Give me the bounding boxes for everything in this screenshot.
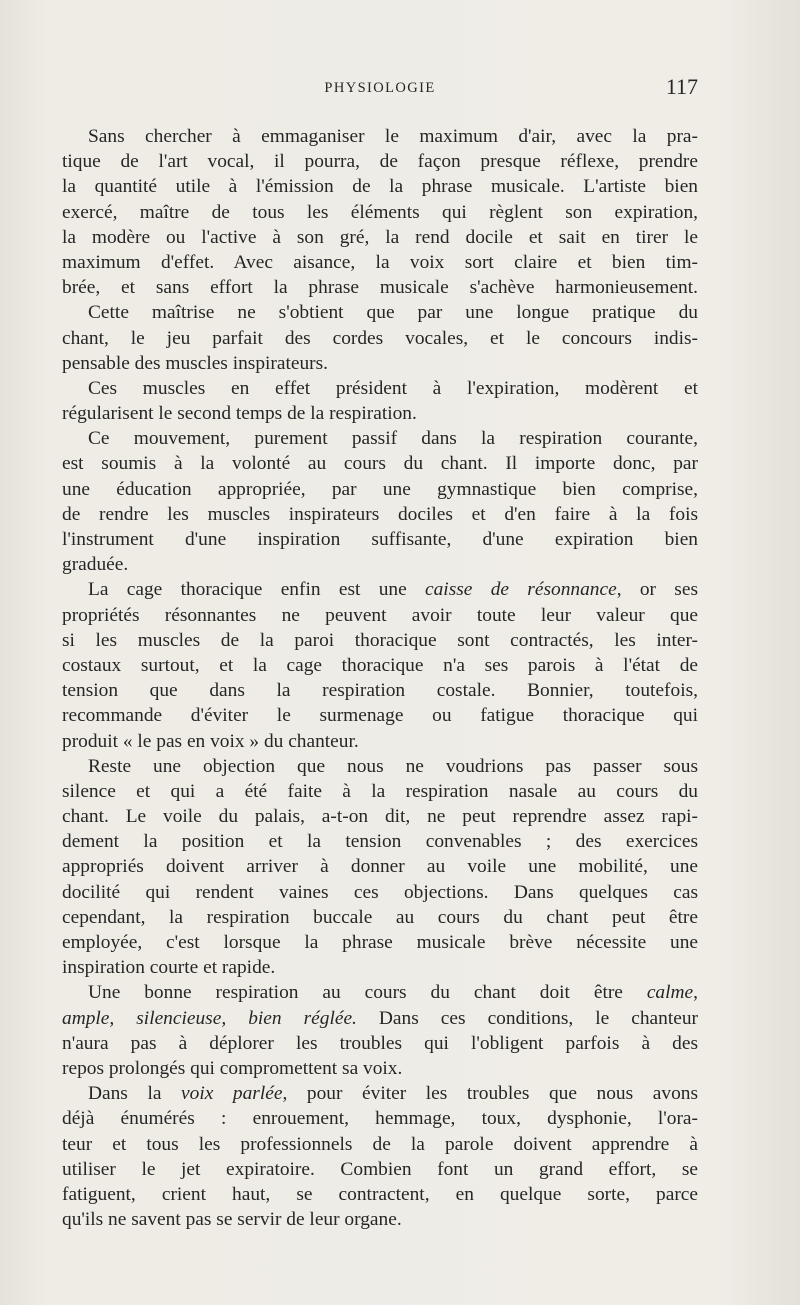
text-line: si les muscles de la paroi thoracique sont contractés, les inter-	[62, 629, 698, 651]
text-line	[62, 577, 698, 602]
text-line: chant, le jeu parfait des cordes vocales, et le concours indis-	[62, 327, 698, 349]
text-line: dement la position et la tension convenables ; des exercices	[62, 831, 698, 853]
text-line	[62, 1006, 698, 1031]
text-line: tension que dans la respiration costale. Bonnier, toutefois,	[62, 680, 698, 702]
paragraph-5	[62, 577, 698, 753]
text-line: brée, et sans effort la phrase musicale s'achève harmonieusement.	[62, 277, 698, 299]
paragraph-2	[62, 300, 698, 376]
running-head	[62, 74, 698, 104]
text-line: Ce mouvement, purement passif dans la respiration courante,	[88, 428, 698, 450]
paragraph-4	[62, 426, 698, 577]
text-line	[62, 980, 698, 1005]
paragraph-3	[62, 376, 698, 426]
text-run: ,	[693, 982, 698, 1004]
text-line: la quantité utile à l'émission de la phrase musicale. L'artiste bien	[62, 176, 698, 198]
paragraph-1	[62, 124, 698, 300]
text-line: graduée.	[62, 554, 129, 576]
paragraph-6	[62, 754, 698, 981]
text-line: la modère ou l'active à son gré, la rend docile et sait en tirer le	[62, 226, 698, 248]
text-line	[62, 1081, 698, 1106]
text-run: Une bonne respiration au cours du chant doit être	[88, 982, 647, 1004]
text-line: chant. Le voile du palais, a-t-on dit, ne peut reprendre assez rapi-	[62, 806, 698, 828]
paragraph-8	[62, 1081, 698, 1232]
text-line: fatiguent, crient haut, se contractent, en quelque sorte, parce	[62, 1183, 698, 1205]
text-line: qu'ils ne savent pas se servir de leur organe.	[62, 1209, 402, 1231]
text-line: Reste une objection que nous ne voudrions pas passer sous	[88, 755, 698, 777]
italic-term: voix parlée	[181, 1083, 283, 1105]
italic-term: ample, silencieuse, bien réglée.	[62, 1007, 357, 1029]
text-line: exercé, maître de tous les éléments qui règlent son expiration,	[62, 201, 698, 223]
text-line: silence et qui a été faite à la respiration nasale au cours du	[62, 780, 698, 802]
text-line: inspiration courte et rapide.	[62, 957, 276, 979]
text-line: l'instrument d'une inspiration suffisante, d'une expiration bien	[62, 529, 698, 550]
text-line: docilité qui rendent vaines ces objections. Dans quelques cas	[62, 881, 698, 903]
text-line: propriétés résonnantes ne peuvent avoir toute leur valeur que	[62, 604, 698, 626]
text-line: cependant, la respiration buccale au cours du chant peut être	[62, 906, 698, 928]
running-title: PHYSIOLOGIE	[324, 80, 436, 96]
text-line: recommande d'éviter le surmenage ou fatigue thoracique qui	[62, 705, 698, 727]
text-line: Ces muscles en effet président à l'expiration, modèrent et	[88, 377, 698, 399]
text-line: n'aura pas à déplorer les troubles qui l'obligent parfois à des	[62, 1032, 698, 1054]
italic-term: caisse de résonnance	[425, 579, 617, 601]
text-line: teur et tous les professionnels de la parole doivent apprendre à	[62, 1133, 698, 1155]
text-line: de rendre les muscles inspirateurs dociles et d'en faire à la fois	[62, 503, 698, 525]
text-line: tique de l'art vocal, il pourra, de façon presque réflexe, prendre	[62, 151, 698, 173]
text-line: déjà énumérés : enrouement, hemmage, toux, dysphonie, l'ora-	[62, 1108, 698, 1130]
text-line: maximum d'effet. Avec aisance, la voix sort claire et bien tim-	[62, 251, 698, 273]
body-text	[62, 124, 698, 1232]
text-line: régularisent le second temps de la respiration.	[62, 403, 417, 425]
text-run: La cage thoracique enfin est une	[88, 579, 425, 601]
text-line: employée, c'est lorsque la phrase musicale brève nécessite une	[62, 932, 698, 953]
text-line: est soumis à la volonté au cours du chant. Il importe donc, par	[62, 453, 698, 475]
page-number: 117	[665, 74, 698, 99]
text-line: Cette maîtrise ne s'obtient que par une longue pratique du	[88, 302, 698, 324]
text-line: costaux surtout, et la cage thoracique n'a ses parois à l'état de	[62, 654, 698, 676]
text-line: une éducation appropriée, par une gymnastique bien comprise,	[62, 478, 698, 500]
text-run: , or ses	[616, 579, 698, 601]
text-line: pensable des muscles inspirateurs.	[62, 352, 329, 374]
text-run: , pour éviter les troubles que nous avons	[282, 1083, 698, 1105]
text-line: repos prolongés qui compromettent sa voix.	[62, 1057, 403, 1079]
text-run: Dans la	[88, 1083, 182, 1105]
text-line: produit « le pas en voix » du chanteur.	[62, 730, 359, 752]
italic-term: calme	[646, 982, 694, 1004]
text-line: appropriés doivent arriver à donner au voile une mobilité, une	[62, 856, 698, 878]
text-run: Dans ces conditions, le chanteur	[356, 1007, 698, 1029]
text-line: utiliser le jet expiratoire. Combien font un grand effort, se	[62, 1158, 698, 1180]
paragraph-7	[62, 980, 698, 1081]
text-line: Sans chercher à emmaganiser le maximum d'air, avec la pra-	[88, 126, 698, 147]
